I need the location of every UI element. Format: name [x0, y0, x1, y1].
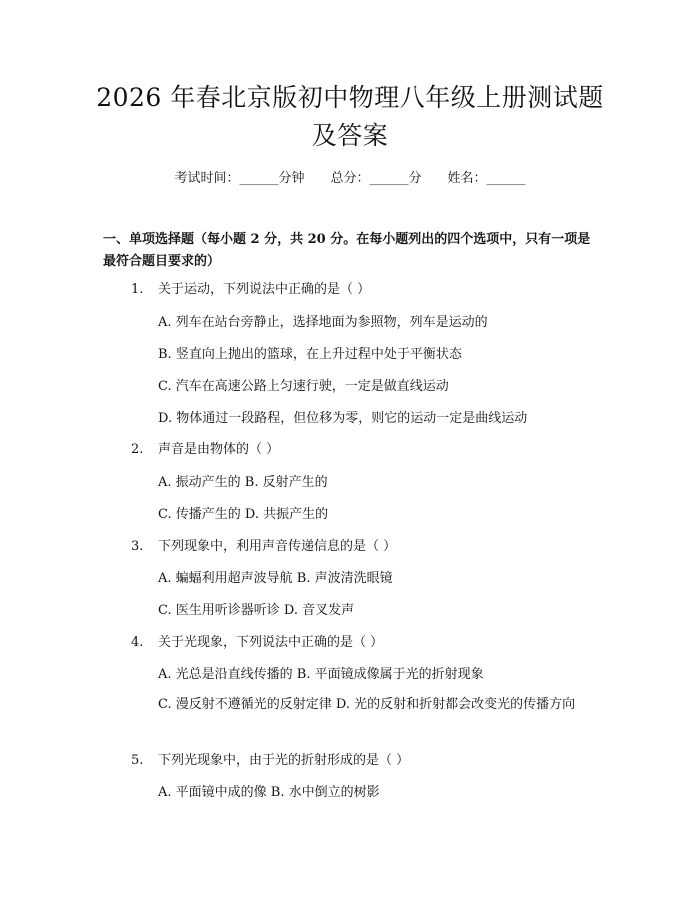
exam-info — [0, 170, 700, 188]
exam-name-field: 姓名：______ — [447, 171, 526, 186]
question-number: 4. — [131, 635, 144, 650]
question-1-option-a: A. 列车在站台旁静止，选择地面为参照物，列车是运动的 — [158, 315, 488, 330]
question-1-option-b: B. 竖直向上抛出的篮球，在上升过程中处于平衡状态 — [158, 347, 462, 362]
document-title-line-2: 及答案 — [311, 121, 389, 150]
section-heading-single-choice: 一、单项选择题（每小题 2 分，共 20 分。在每小题列出的四个选项中，只有一项是最符合题目要求的） — [103, 232, 591, 269]
question-3 — [131, 538, 396, 556]
question-1-option-d: D. 物体通过一段路程，但位移为零，则它的运动一定是曲线运动 — [158, 411, 528, 426]
exam-score-field: 总分：______分 — [330, 171, 422, 186]
question-5 — [131, 752, 409, 770]
document-title-line-1: 2026 年春北京版初中物理八年级上册测试题 — [96, 83, 604, 112]
question-2-options-ab: A. 振动产生的 B. 反射产生的 — [158, 475, 328, 490]
exam-time-field: 考试时间：______分钟 — [174, 171, 305, 186]
question-text: 关于光现象，下列说法中正确的是（ ） — [158, 635, 384, 650]
question-3-options-cd: C. 医生用听诊器听诊 D. 音叉发声 — [158, 603, 355, 618]
question-5-options-ab: A. 平面镜中成的像 B. 水中倒立的树影 — [158, 785, 380, 800]
question-number: 3. — [131, 539, 144, 554]
question-number: 1. — [131, 282, 144, 297]
question-text: 关于运动，下列说法中正确的是（ ） — [158, 282, 371, 297]
question-2-options-cd: C. 传播产生的 D. 共振产生的 — [158, 507, 329, 522]
question-number: 2. — [131, 442, 144, 457]
question-2 — [131, 441, 279, 459]
question-4-options-cd: C. 漫反射不遵循光的反射定律 D. 光的反射和折射都会改变光的传播方向 — [158, 697, 576, 712]
question-number: 5. — [131, 753, 144, 768]
question-3-options-ab: A. 蝙蝠利用超声波导航 B. 声波清洗眼镜 — [158, 571, 393, 586]
question-4 — [131, 634, 383, 652]
question-text: 下列光现象中，由于光的折射形成的是（ ） — [158, 753, 410, 768]
question-text: 声音是由物体的（ ） — [158, 442, 280, 457]
question-4-options-ab: A. 光总是沿直线传播的 B. 平面镜成像属于光的折射现象 — [158, 667, 484, 682]
question-text: 下列现象中，利用声音传递信息的是（ ） — [158, 539, 397, 554]
question-1-option-c: C. 汽车在高速公路上匀速行驶，一定是做直线运动 — [158, 379, 449, 394]
question-1 — [131, 281, 370, 299]
